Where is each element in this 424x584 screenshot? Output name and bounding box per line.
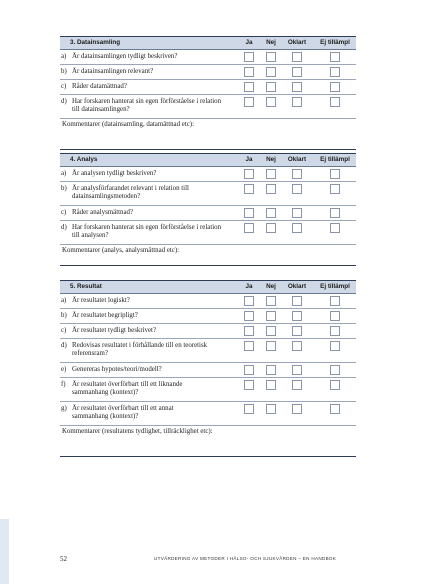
checkbox-nej[interactable] <box>266 67 276 77</box>
question-row <box>60 95 356 119</box>
checkbox-ja[interactable] <box>244 404 254 414</box>
section-datainsamling <box>60 36 356 150</box>
question-text: Är analysförfarandet relevant i relation till datainsamlingsmetoden? <box>72 185 189 200</box>
question-letter: b) <box>61 185 67 192</box>
question-letter: c) <box>61 209 67 216</box>
column-ej-tillampl: Ej tillämpl <box>320 283 350 290</box>
comment-label: Kommentarer (resultatens tydlighet, tillräcklighet etc): <box>62 428 213 435</box>
section-title: 3. Datainsamling <box>70 39 121 46</box>
question-letter: e) <box>61 366 67 373</box>
checkbox-nej[interactable] <box>266 97 276 107</box>
checkbox-nej[interactable] <box>266 341 276 351</box>
checkbox-oklart[interactable] <box>292 52 302 62</box>
checkbox-ja[interactable] <box>244 97 254 107</box>
checkbox-ja[interactable] <box>244 184 254 194</box>
section-analys <box>60 153 356 266</box>
checkbox-ej-tillampl[interactable] <box>330 404 340 414</box>
column-ja: Ja <box>245 283 253 290</box>
checkbox-oklart[interactable] <box>292 341 302 351</box>
question-row <box>60 65 356 80</box>
question-row <box>60 80 356 95</box>
section-title: 5. Resultat <box>70 283 102 290</box>
question-row <box>60 294 356 309</box>
section-header <box>60 153 356 167</box>
checkbox-nej[interactable] <box>266 184 276 194</box>
question-text: Är resultatet överförbart till ett annat sammanhang (kontext)? <box>72 405 174 420</box>
question-letter: b) <box>61 312 67 319</box>
column-ja: Ja <box>245 39 253 46</box>
checkbox-oklart[interactable] <box>292 208 302 218</box>
question-letter: a) <box>61 297 67 304</box>
question-row <box>60 324 356 339</box>
question-row <box>60 167 356 182</box>
question-text: Är resultatet överförbart till ett liknande sammanhang (kontext)? <box>72 381 183 396</box>
checkbox-nej[interactable] <box>266 404 276 414</box>
question-row <box>60 221 356 245</box>
checkbox-nej[interactable] <box>266 52 276 62</box>
column-oklart: Oklart <box>287 283 307 290</box>
running-footer: UTVÄRDERING AV METODER I HÄLSO- OCH SJUKVÅRDEN – EN HANDBOK <box>154 556 337 561</box>
question-letter: d) <box>61 342 67 349</box>
question-row <box>60 363 356 378</box>
checkbox-oklart[interactable] <box>292 97 302 107</box>
question-row <box>60 402 356 426</box>
checkbox-ej-tillampl[interactable] <box>330 223 340 233</box>
checkbox-oklart[interactable] <box>292 365 302 375</box>
checkbox-ej-tillampl[interactable] <box>330 365 340 375</box>
checkbox-nej[interactable] <box>266 208 276 218</box>
question-row <box>60 309 356 324</box>
question-letter: c) <box>61 83 67 90</box>
checkbox-ej-tillampl[interactable] <box>330 380 340 390</box>
checkbox-oklart[interactable] <box>292 296 302 306</box>
question-letter: b) <box>61 68 67 75</box>
checkbox-ej-tillampl[interactable] <box>330 311 340 321</box>
question-letter: g) <box>61 405 67 412</box>
column-nej: Nej <box>266 156 276 163</box>
checkbox-oklart[interactable] <box>292 169 302 179</box>
question-text: Är resultatet logiskt? <box>72 297 130 304</box>
column-ja: Ja <box>245 156 253 163</box>
checkbox-ja[interactable] <box>244 208 254 218</box>
checkbox-ja[interactable] <box>244 67 254 77</box>
checkbox-ja[interactable] <box>244 380 254 390</box>
comment-area[interactable] <box>60 426 356 457</box>
checkbox-oklart[interactable] <box>292 184 302 194</box>
checkbox-nej[interactable] <box>266 365 276 375</box>
checkbox-ej-tillampl[interactable] <box>330 67 340 77</box>
checkbox-ja[interactable] <box>244 341 254 351</box>
column-ej-tillampl: Ej tillämpl <box>320 39 350 46</box>
column-nej: Nej <box>266 39 276 46</box>
checkbox-ej-tillampl[interactable] <box>330 296 340 306</box>
checkbox-ej-tillampl[interactable] <box>330 184 340 194</box>
checkbox-nej[interactable] <box>266 380 276 390</box>
question-row <box>60 182 356 206</box>
checkbox-ja[interactable] <box>244 365 254 375</box>
checkbox-nej[interactable] <box>266 326 276 336</box>
section-header <box>60 36 356 50</box>
question-row <box>60 206 356 221</box>
checkbox-ja[interactable] <box>244 169 254 179</box>
column-oklart: Oklart <box>287 39 307 46</box>
checkbox-ej-tillampl[interactable] <box>330 208 340 218</box>
checkbox-ej-tillampl[interactable] <box>330 82 340 92</box>
question-text: Är resultatet tydligt beskrivet? <box>72 327 157 334</box>
checkbox-oklart[interactable] <box>292 380 302 390</box>
section-resultat <box>60 280 356 457</box>
checkbox-nej[interactable] <box>266 311 276 321</box>
column-oklart: Oklart <box>287 156 307 163</box>
question-row <box>60 339 356 363</box>
question-text: Råder analysmättnad? <box>72 209 134 216</box>
question-text: Genereras hypotes/teori/modell? <box>72 366 162 373</box>
question-text: Är resultatet begripligt? <box>72 312 138 319</box>
checkbox-nej[interactable] <box>266 169 276 179</box>
checkbox-oklart[interactable] <box>292 67 302 77</box>
checkbox-oklart[interactable] <box>292 404 302 414</box>
comment-label: Kommentarer (datainsamling, datamättnad etc): <box>62 121 195 128</box>
checkbox-ej-tillampl[interactable] <box>330 52 340 62</box>
question-text: Är datainsamlingen relevant? <box>72 68 154 75</box>
question-letter: a) <box>61 53 67 60</box>
checkbox-ja[interactable] <box>244 82 254 92</box>
checkbox-ej-tillampl[interactable] <box>330 341 340 351</box>
checkbox-oklart[interactable] <box>292 223 302 233</box>
checkbox-ja[interactable] <box>244 326 254 336</box>
column-nej: Nej <box>266 283 276 290</box>
question-letter: d) <box>61 98 67 105</box>
question-text: Är datainsamlingen tydligt beskriven? <box>72 53 178 60</box>
checkbox-oklart[interactable] <box>292 82 302 92</box>
question-text: Har forskaren hanterat sin egen förförståelse i relation till datainsamlingen? <box>72 98 222 113</box>
checkbox-nej[interactable] <box>266 82 276 92</box>
checkbox-nej[interactable] <box>266 223 276 233</box>
page-edge-tab <box>0 519 9 584</box>
question-text: Har forskaren hanterat sin egen förförståelse i relation till analysen? <box>72 224 222 239</box>
checkbox-ja[interactable] <box>244 296 254 306</box>
page-number: 52 <box>60 555 67 563</box>
checkbox-ej-tillampl[interactable] <box>330 326 340 336</box>
column-ej-tillampl: Ej tillämpl <box>320 156 350 163</box>
comment-area[interactable] <box>60 119 356 150</box>
checkbox-oklart[interactable] <box>292 311 302 321</box>
question-letter: f) <box>61 381 66 388</box>
section-header <box>60 280 356 294</box>
checkbox-ej-tillampl[interactable] <box>330 169 340 179</box>
section-title: 4. Analys <box>70 156 98 163</box>
question-letter: c) <box>61 327 67 334</box>
checkbox-ja[interactable] <box>244 52 254 62</box>
question-letter: d) <box>61 224 67 231</box>
comment-label: Kommentarer (analys, analysmättnad etc): <box>62 247 180 254</box>
comment-area[interactable] <box>60 245 356 266</box>
checkbox-ja[interactable] <box>244 311 254 321</box>
question-text: Redovisas resultatet i förhållande till en teoretisk referensram? <box>72 342 208 357</box>
checkbox-ja[interactable] <box>244 223 254 233</box>
checkbox-oklart[interactable] <box>292 326 302 336</box>
checkbox-nej[interactable] <box>266 296 276 306</box>
question-letter: a) <box>61 170 67 177</box>
question-row <box>60 50 356 65</box>
question-text: Är analysen tydligt beskriven? <box>72 170 157 177</box>
question-text: Råder datamättnad? <box>72 83 127 90</box>
checkbox-ej-tillampl[interactable] <box>330 97 340 107</box>
question-row <box>60 378 356 402</box>
